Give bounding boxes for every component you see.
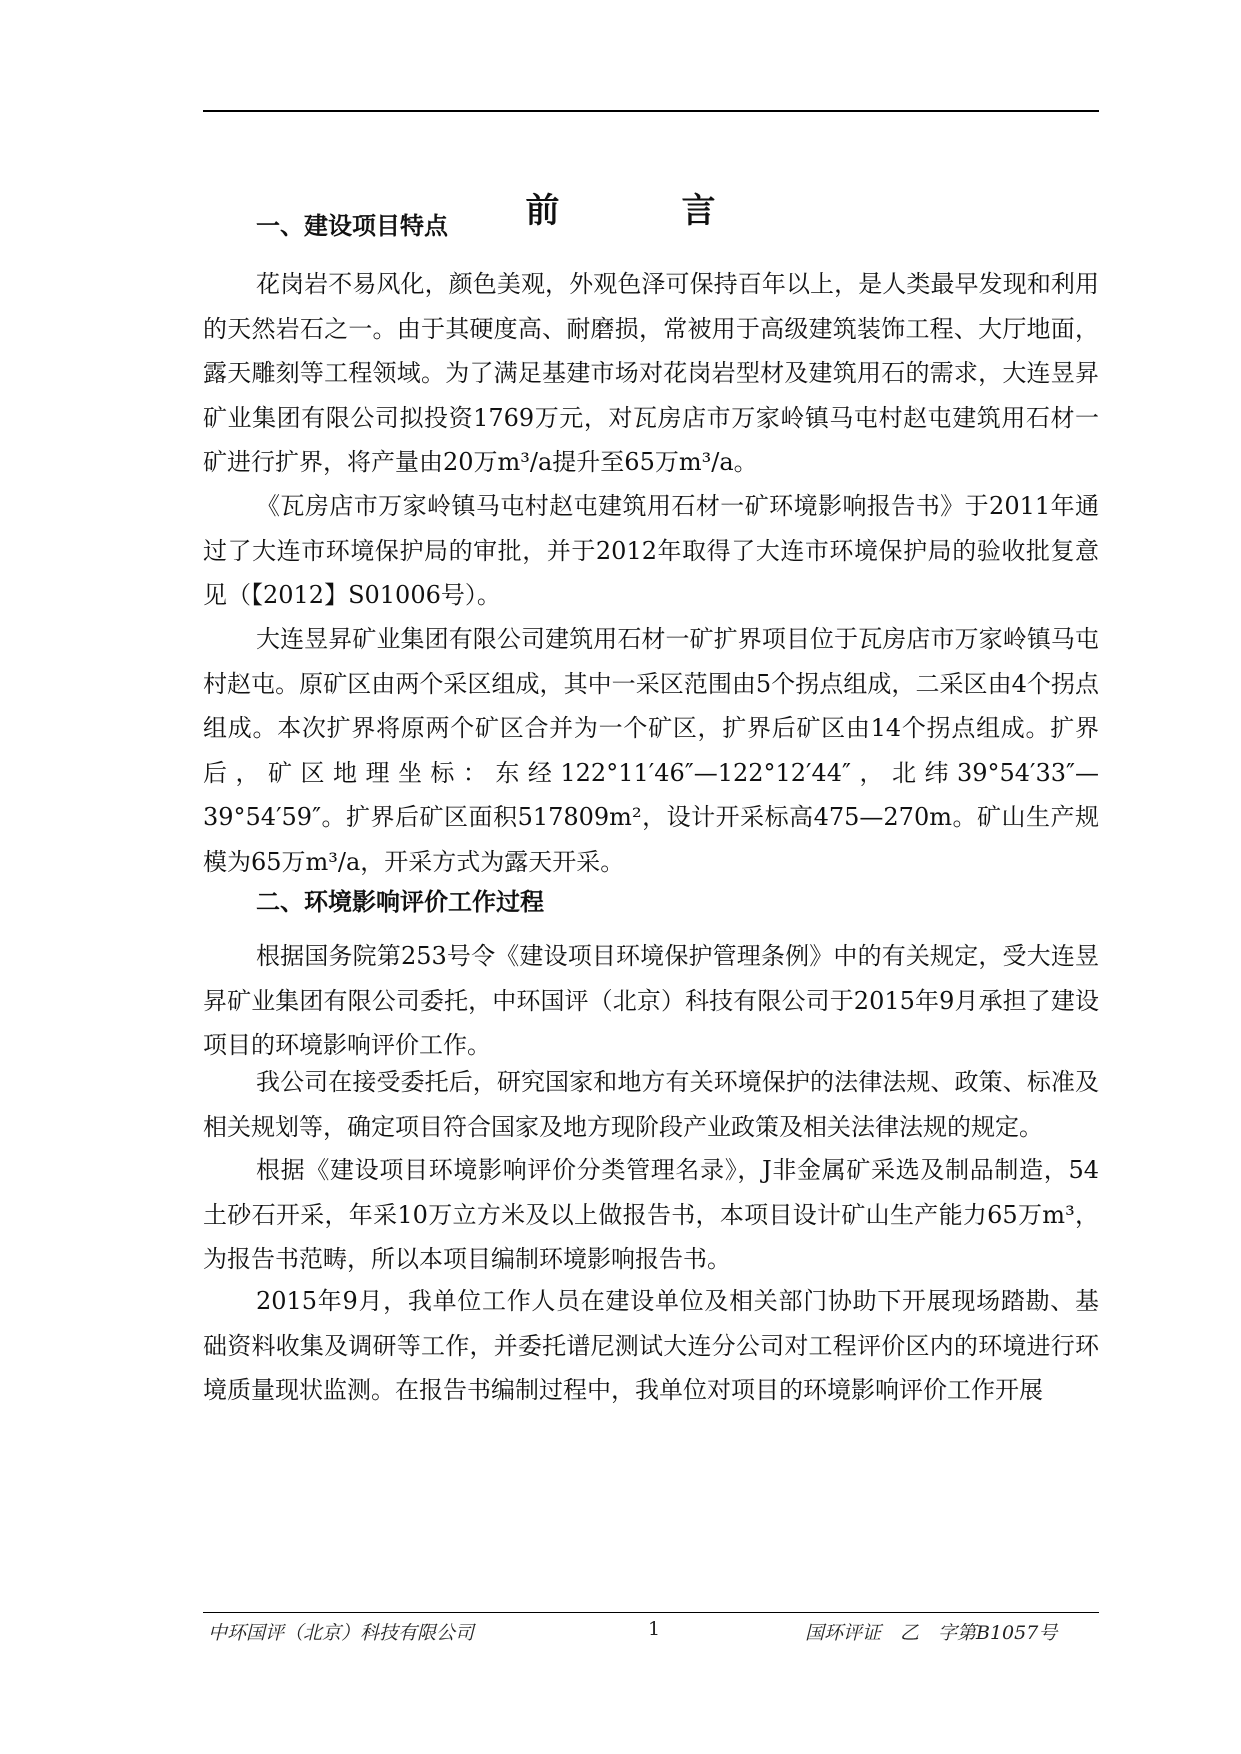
footer-company: 中环国评（北京）科技有限公司 bbox=[208, 1622, 475, 1644]
page-title: 前 言 bbox=[525, 190, 760, 231]
section-heading-1: 一、建设项目特点 bbox=[256, 211, 448, 240]
paragraph-1-2: 《瓦房店市万家岭镇马屯村赵屯建筑用石材一矿环境影响报告书》于2011年通过了大连市环境保护局的审批，并于2012年取得了大连市环境保护局的验收批复意见（【2012】S01006号）。 bbox=[203, 492, 1099, 609]
section-heading-2: 二、环境影响评价工作过程 bbox=[256, 887, 544, 916]
paragraph-2-3: 根据《建设项目环境影响评价分类管理名录》，J非金属矿采选及制品制造，54土砂石开采，年采10万立方米及以上做报告书，本项目设计矿山生产能力65万m³，为报告书范畴，所以本项目编制环境影响报告书。 bbox=[203, 1156, 1099, 1273]
footer-page-number: 1 bbox=[648, 1618, 661, 1640]
footer-rule bbox=[203, 1612, 1099, 1613]
page-footer bbox=[203, 1618, 1099, 1648]
paragraph-2-4: 2015年9月，我单位工作人员在建设单位及相关部门协助下开展现场踏勘、基础资料收集及调研等工作，并委托谱尼测试大连分公司对工程评价区内的环境进行环境质量现状监测。在报告书编制过程中，我单位对项目的环境影响评价工作开展 bbox=[203, 1287, 1099, 1404]
paragraph-1-1: 花岗岩不易风化，颜色美观，外观色泽可保持百年以上，是人类最早发现和利用的天然岩石之一。由于其硬度高、耐磨损，常被用于高级建筑装饰工程、大厅地面，露天雕刻等工程领域。为了满足基建市场对花岗岩型材及建筑用石的需求，大连昱昇矿业集团有限公司拟投资1769万元，对瓦房店市万家岭镇马屯村赵屯建筑用石材一矿进行扩界，将产量由20万m³/a提升至65万m³/a。 bbox=[203, 270, 1099, 476]
paragraph-2-2: 我公司在接受委托后，研究国家和地方有关环境保护的法律法规、政策、标准及相关规划等，确定项目符合国家及地方现阶段产业政策及相关法律法规的规定。 bbox=[203, 1068, 1099, 1141]
header-rule bbox=[203, 110, 1099, 112]
paragraph-2-1: 根据国务院第253号令《建设项目环境保护管理条例》中的有关规定，受大连昱昇矿业集团有限公司委托，中环国评（北京）科技有限公司于2015年9月承担了建设项目的环境影响评价工作。 bbox=[203, 942, 1099, 1059]
paragraph-1-3: 大连昱昇矿业集团有限公司建筑用石材一矿扩界项目位于瓦房店市万家岭镇马屯村赵屯。原矿区由两个采区组成，其中一采区范围由5个拐点组成，二采区由4个拐点组成。本次扩界将原两个矿区合并为一个矿区，扩界后矿区由14个拐点组成。扩界后，矿区地理坐标：东经122°11′46″—122°12′44″，北纬39°54′33″—39°54′59″。扩界后矿区面积517809m²，设计开采标高475—270m。矿山生产规模为65万m³/a，开采方式为露天开采。 bbox=[203, 625, 1099, 876]
footer-certificate: 国环评证 乙 字第B1057号 bbox=[805, 1622, 1058, 1644]
